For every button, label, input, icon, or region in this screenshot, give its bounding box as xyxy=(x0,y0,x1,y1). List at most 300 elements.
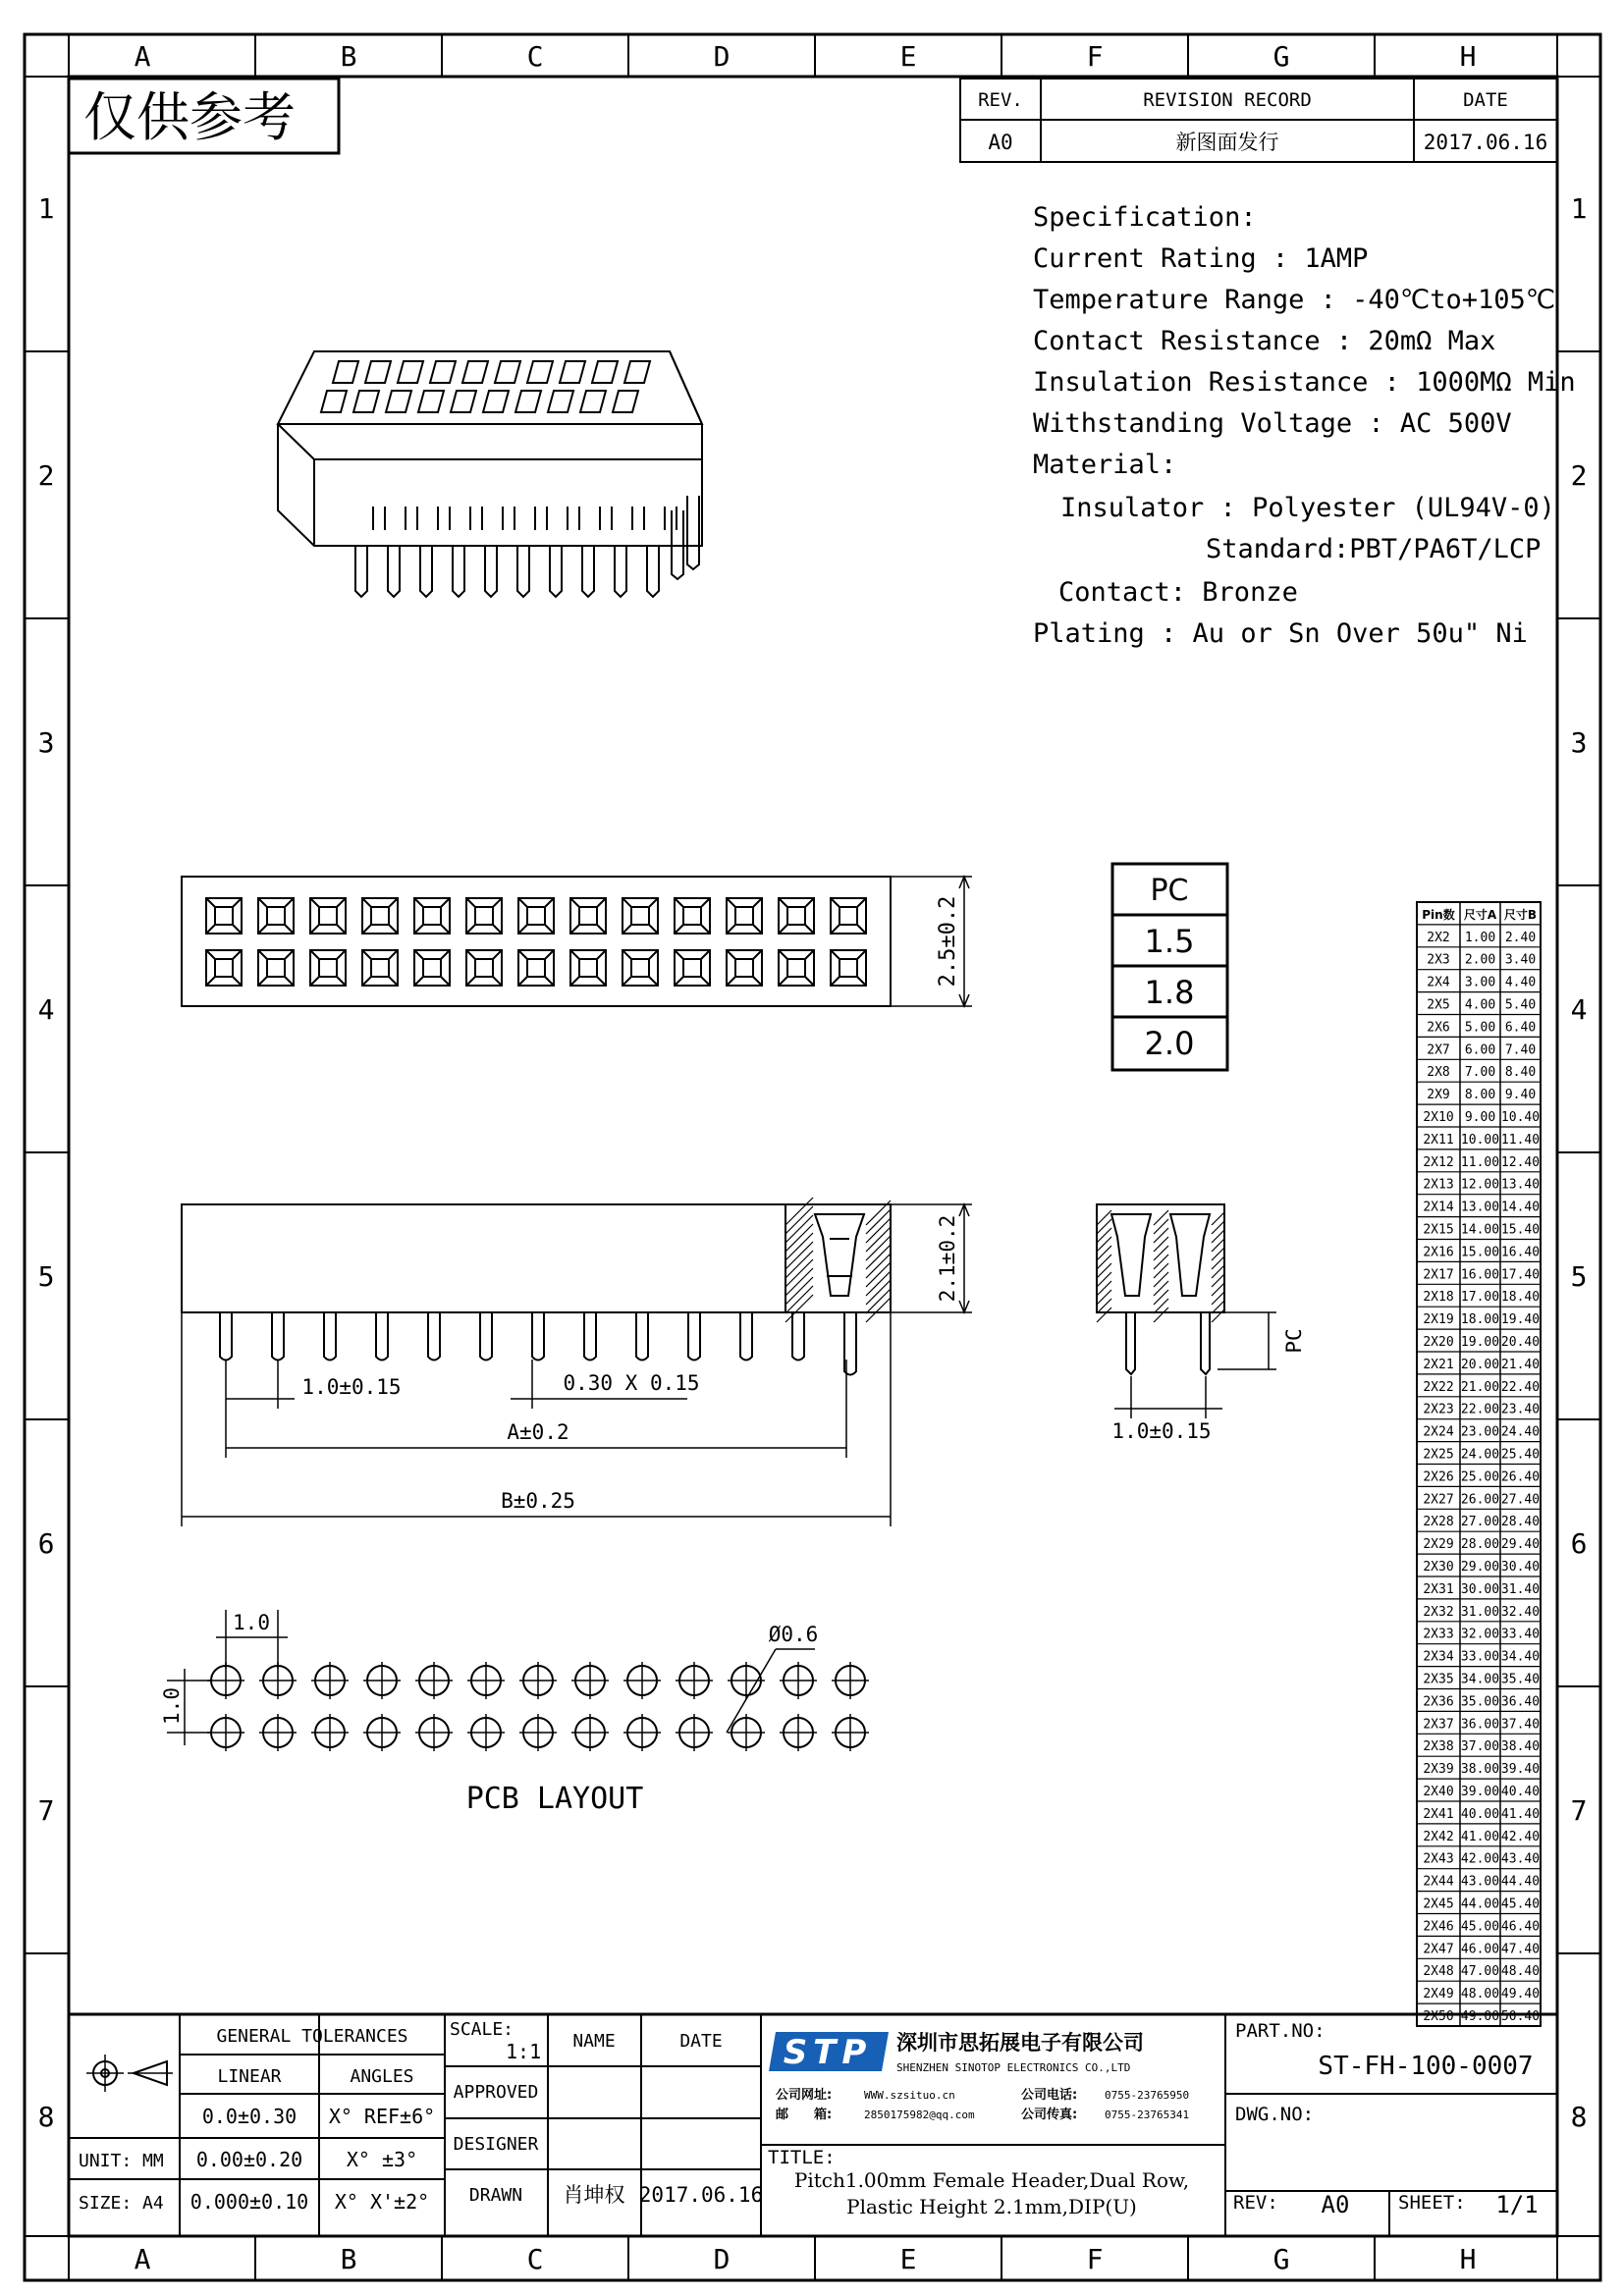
col-label: B xyxy=(340,2243,357,2275)
col-label: H xyxy=(1459,2243,1477,2275)
hatch-line xyxy=(1154,1299,1168,1313)
iso-slot xyxy=(398,361,423,383)
title-line-1: Pitch1.00mm Female Header,Dual Row, xyxy=(793,2168,1190,2192)
pin-table-cell: 5.00 xyxy=(1464,1020,1496,1036)
pin-table-cell: 35.00 xyxy=(1460,1694,1500,1710)
pin-table-cell: 43.40 xyxy=(1500,1851,1541,1867)
iso-pin xyxy=(355,546,367,597)
pin-table-cell: 35.40 xyxy=(1500,1672,1541,1687)
side-height-dim: 2.1±0.2 xyxy=(936,1214,959,1303)
contact-cell-inner xyxy=(215,907,233,925)
pin-table-cell: 28.00 xyxy=(1460,1537,1500,1553)
col-label: F xyxy=(1086,2243,1104,2275)
hatch-line xyxy=(1097,1210,1111,1225)
iso-slot xyxy=(321,391,347,412)
pin-table-cell: 40.40 xyxy=(1500,1785,1541,1799)
iso-pin xyxy=(647,546,659,597)
date-header: DATE xyxy=(1463,89,1508,111)
pin-table-cell: 2X49 xyxy=(1423,1987,1454,2002)
pin-table-cell: 2X7 xyxy=(1427,1042,1450,1058)
date-label: DATE xyxy=(679,2031,723,2052)
pcb-dims xyxy=(160,1611,818,1816)
pin-table-cell: 2X18 xyxy=(1423,1290,1454,1306)
spec-line: Standard:PBT/PA6T/LCP xyxy=(1206,534,1542,564)
side-pin xyxy=(480,1312,492,1361)
pcb-layout xyxy=(167,1610,869,1751)
contact-cell-edge xyxy=(831,898,866,934)
pin-table-cell: 2X20 xyxy=(1423,1335,1454,1350)
contact-cell-inner xyxy=(319,907,337,925)
rev-value: A0 xyxy=(1321,2191,1350,2218)
pin-table-cell: 2X38 xyxy=(1423,1739,1454,1755)
pin-table-cell: 2X21 xyxy=(1423,1357,1454,1372)
pin-table-cell: 49.40 xyxy=(1500,1987,1541,2002)
hole-dim: Ø0.6 xyxy=(768,1623,819,1646)
pin-table-cell: 34.40 xyxy=(1500,1649,1541,1665)
approved-label: APPROVED xyxy=(453,2082,539,2103)
pin-table-cell: 38.00 xyxy=(1460,1762,1500,1778)
name-label: NAME xyxy=(572,2031,616,2052)
pin-table-cell: 19.40 xyxy=(1500,1312,1541,1328)
scale-value: 1:1 xyxy=(506,2040,542,2063)
pin-table-cell: 7.40 xyxy=(1504,1042,1537,1058)
spec-line: Contact: Bronze xyxy=(1058,577,1298,608)
hatch-line xyxy=(1154,1246,1168,1260)
pin-table-cell: 2X45 xyxy=(1423,1896,1454,1912)
title-label: TITLE: xyxy=(768,2147,836,2168)
pc-header: PC xyxy=(1150,874,1189,908)
contact-cell-edge xyxy=(779,898,814,934)
contact-cell-edge xyxy=(362,950,398,986)
title-block-text xyxy=(79,2019,1539,2218)
pc-table-text xyxy=(1145,874,1195,1062)
pin-table-cell: 30.40 xyxy=(1500,1560,1541,1575)
pin-table-cell: 12.00 xyxy=(1460,1177,1500,1193)
iso-slot xyxy=(462,361,488,383)
iso-slot xyxy=(451,391,476,412)
col-label: H xyxy=(1459,40,1477,73)
pin-table-cell: 28.40 xyxy=(1500,1515,1541,1530)
pin-table-cell: 2X22 xyxy=(1423,1379,1454,1395)
pin-table-cell: 18.00 xyxy=(1460,1312,1500,1328)
pin-table-cell: 38.40 xyxy=(1500,1739,1541,1755)
iso-pin-rear xyxy=(438,507,450,530)
pin-table-cell: 2X12 xyxy=(1423,1154,1454,1170)
contact-cell-inner xyxy=(683,959,701,977)
pin-table-cell: 46.40 xyxy=(1500,1919,1541,1935)
hatch-line xyxy=(1097,1308,1111,1322)
website-label: 公司网址: xyxy=(776,2088,833,2103)
pcb-pitch-x: 1.0 xyxy=(233,1611,270,1634)
top-height-dim: 2.5±0.2 xyxy=(936,895,960,988)
row-label: 6 xyxy=(37,1527,55,1560)
revision-record-value: 新图面发行 xyxy=(1175,131,1279,154)
dwg-no-label: DWG.NO: xyxy=(1235,2104,1315,2125)
contact-cell-inner xyxy=(527,959,545,977)
hatch-line xyxy=(1097,1237,1111,1252)
pin-table-cell: 9.40 xyxy=(1504,1088,1537,1103)
contact-cell-edge xyxy=(518,950,554,986)
pin-table-cell: 8.00 xyxy=(1464,1088,1496,1103)
row-label: 1 xyxy=(37,192,55,225)
row-label: 3 xyxy=(37,726,55,759)
contact-cell-edge xyxy=(466,950,502,986)
contact-cell-inner xyxy=(267,907,285,925)
iso-pin-rear xyxy=(600,507,612,530)
pin-table-cell: 23.40 xyxy=(1500,1402,1541,1417)
pin-table-cell: 14.00 xyxy=(1460,1222,1500,1238)
pin-table-cell: 2X17 xyxy=(1423,1267,1454,1283)
iso-pin-rear xyxy=(535,507,547,530)
contact-cell-edge xyxy=(466,898,502,934)
pin-table-cell: 39.00 xyxy=(1460,1785,1500,1799)
pin-table-cell: 22.00 xyxy=(1460,1402,1500,1417)
spec-line: Insulation Resistance : 1000MΩ Min xyxy=(1033,367,1576,398)
pin-table-cell: 24.00 xyxy=(1460,1447,1500,1463)
pin-table-cell: 4.40 xyxy=(1504,975,1537,990)
contact-cell-inner xyxy=(631,907,649,925)
spec-line: Temperature Range : -40℃to+105℃ xyxy=(1033,285,1556,315)
iso-pin xyxy=(687,496,699,569)
contact-cell-edge xyxy=(570,898,606,934)
scale-label: SCALE: xyxy=(450,2019,514,2040)
title-line-2: Plastic Height 2.1mm,DIP(U) xyxy=(846,2195,1137,2218)
pin-table-cell: 18.40 xyxy=(1500,1290,1541,1306)
pin-table-cell: 8.40 xyxy=(1504,1065,1537,1081)
pin-table-cell: 44.40 xyxy=(1500,1874,1541,1890)
iso-slot xyxy=(624,361,650,383)
iso-slot xyxy=(495,361,520,383)
pin-table-cell: 27.40 xyxy=(1500,1492,1541,1508)
pin-table-cell: 17.00 xyxy=(1460,1290,1500,1306)
contact-cell-inner xyxy=(631,959,649,977)
pin-table-cell: 2X32 xyxy=(1423,1604,1454,1620)
pin-table xyxy=(1417,902,1541,2026)
drawn-label: DRAWN xyxy=(468,2185,523,2206)
pin-table-cell: 2X8 xyxy=(1427,1065,1450,1081)
pin-table-cell: 27.00 xyxy=(1460,1515,1500,1530)
side-pin xyxy=(740,1312,752,1361)
contact-cell-edge xyxy=(623,898,658,934)
pin-table-cell: 2X39 xyxy=(1423,1762,1454,1778)
pin-table-cell: 10.40 xyxy=(1500,1110,1541,1125)
pin-table-cell: 4.00 xyxy=(1464,997,1496,1013)
contact-cell-inner xyxy=(423,959,441,977)
phone-label: 公司电话: xyxy=(1021,2088,1078,2103)
contact-cell-inner xyxy=(319,959,337,977)
company-name-cn: 深圳市思拓展电子有限公司 xyxy=(896,2031,1144,2055)
revision-date-value: 2017.06.16 xyxy=(1423,131,1548,154)
pitch-dim: 1.0±0.15 xyxy=(301,1375,402,1399)
pin-table-cell: 6.00 xyxy=(1464,1042,1496,1058)
row-label: 2 xyxy=(37,459,55,492)
pin-table-cell: 45.00 xyxy=(1460,1919,1500,1935)
pin-table-cell: 44.00 xyxy=(1460,1896,1500,1912)
pin-table-cell: 42.00 xyxy=(1460,1851,1500,1867)
rev-label: REV: xyxy=(1233,2192,1278,2214)
pin-table-cell: 36.40 xyxy=(1500,1694,1541,1710)
pin-table-cell: 2X47 xyxy=(1423,1942,1454,1957)
pin-table-cell: 42.40 xyxy=(1500,1829,1541,1844)
pin-table-cell: 24.40 xyxy=(1500,1424,1541,1440)
tol-angle: X° ±3° xyxy=(346,2148,418,2171)
pin-table-cell: 2X33 xyxy=(1423,1627,1454,1642)
contact-cell-edge xyxy=(675,898,710,934)
contact-cell-edge xyxy=(570,950,606,986)
col-label: D xyxy=(713,2243,731,2275)
contact-cell-edge xyxy=(206,898,242,934)
hatch-line xyxy=(1154,1263,1168,1278)
pin-table-cell: 16.00 xyxy=(1460,1267,1500,1283)
pc-value: 1.5 xyxy=(1144,923,1195,960)
pin-table-cell: 32.00 xyxy=(1460,1627,1500,1642)
side-pin xyxy=(220,1312,232,1361)
hatch-line xyxy=(1097,1290,1111,1305)
spec-line: Insulator : Polyester (UL94V-0) xyxy=(1060,493,1555,523)
sheet-label: SHEET: xyxy=(1398,2192,1466,2214)
pin-table-cell: 22.40 xyxy=(1500,1379,1541,1395)
contact-cell-edge xyxy=(362,898,398,934)
spec-line: Withstanding Voltage : AC 500V xyxy=(1033,408,1512,439)
website: WWW.szsituo.cn xyxy=(864,2089,955,2102)
hatch-line xyxy=(1154,1237,1168,1252)
pin-table-cell: 11.40 xyxy=(1500,1132,1541,1148)
reference-stamp: 仅供参考 xyxy=(83,86,296,148)
pin-size-dim: 0.30 X 0.15 xyxy=(563,1371,700,1395)
hatch-line xyxy=(1154,1281,1168,1296)
iso-slot xyxy=(560,361,585,383)
pin-table-cell: 2X6 xyxy=(1427,1020,1450,1036)
hatch-line xyxy=(1154,1210,1168,1225)
col-label: A xyxy=(134,2243,151,2275)
col-label: A xyxy=(134,40,151,73)
col-label: E xyxy=(899,2243,917,2275)
angles-label: ANGLES xyxy=(350,2066,414,2087)
pin-table-cell: 1.00 xyxy=(1464,930,1496,945)
pin-table-cell: 31.00 xyxy=(1460,1604,1500,1620)
pin-table-header: Pin数 xyxy=(1422,907,1455,922)
spec-line: Plating : Au or Sn Over 50u" Ni xyxy=(1033,618,1528,649)
pin-table-cell: 2X23 xyxy=(1423,1402,1454,1417)
side-view-dims xyxy=(301,1215,959,1513)
specification xyxy=(1033,202,1576,649)
iso-slot xyxy=(527,361,553,383)
linear-label: LINEAR xyxy=(217,2066,282,2087)
pin-table-cell: 13.40 xyxy=(1500,1177,1541,1193)
hatch-line xyxy=(1154,1255,1168,1269)
pin-table-cell: 48.00 xyxy=(1460,1987,1500,2002)
pin-table-cell: 2X15 xyxy=(1423,1222,1454,1238)
pin-table-cell: 2X44 xyxy=(1423,1874,1454,1890)
iso-pin xyxy=(550,546,562,597)
pin-table-cell: 2X10 xyxy=(1423,1110,1454,1125)
revision-record-header: REVISION RECORD xyxy=(1143,89,1312,111)
pc-value: 1.8 xyxy=(1144,974,1195,1011)
pin-table-cell: 37.40 xyxy=(1500,1717,1541,1733)
pin-table-cell: 2X3 xyxy=(1427,952,1450,968)
pin-table-cell: 12.40 xyxy=(1500,1154,1541,1170)
contact-cell-edge xyxy=(310,898,346,934)
contact-cell-inner xyxy=(839,959,857,977)
iso-pin-rear xyxy=(503,507,514,530)
pin-table-cell: 2X9 xyxy=(1427,1088,1450,1103)
hatch-line xyxy=(1097,1219,1111,1234)
contact-cell-edge xyxy=(206,950,242,986)
tol-angle: X° REF±6° xyxy=(328,2105,436,2128)
iso-pin xyxy=(615,546,626,597)
contact-cell-inner xyxy=(475,907,493,925)
dim-a: A±0.2 xyxy=(507,1420,569,1444)
pin-table-cell: 2X5 xyxy=(1427,997,1450,1013)
iso-pin-rear xyxy=(373,507,385,530)
tol-angle: X° X'±2° xyxy=(334,2190,430,2214)
col-label: C xyxy=(526,2243,544,2275)
pin-table-cell: 5.40 xyxy=(1504,997,1537,1013)
pin-table-cell: 20.40 xyxy=(1500,1335,1541,1350)
pin-table-cell: 50.40 xyxy=(1500,2009,1541,2024)
hatch-line xyxy=(1097,1246,1111,1260)
hatch-line xyxy=(1097,1281,1111,1296)
side-pin xyxy=(428,1312,440,1361)
contact-cell-inner xyxy=(683,907,701,925)
pin-table-cell: 41.00 xyxy=(1460,1829,1500,1844)
rev-header: REV. xyxy=(978,89,1023,111)
pin-table-cell: 49.00 xyxy=(1460,2009,1500,2024)
iso-pin-rear xyxy=(632,507,644,530)
col-label: F xyxy=(1086,40,1104,73)
general-tolerances: GENERAL TOLERANCES xyxy=(216,2026,408,2047)
pin-table-cell: 2X50 xyxy=(1423,2009,1454,2024)
col-label: E xyxy=(899,40,917,73)
drawn-date: 2017.06.16 xyxy=(638,2183,764,2207)
pin-table-cell: 2X28 xyxy=(1423,1515,1454,1530)
row-label: 3 xyxy=(1570,726,1588,759)
pin-table-cell: 36.00 xyxy=(1460,1717,1500,1733)
contact-cell-inner xyxy=(579,907,597,925)
size-label: SIZE: A4 xyxy=(79,2193,164,2214)
sheet-value: 1/1 xyxy=(1495,2191,1539,2218)
pcb-layout-label: PCB LAYOUT xyxy=(465,1782,644,1816)
col-label: C xyxy=(526,40,544,73)
side-pin xyxy=(376,1312,388,1361)
iso-pin xyxy=(485,546,497,597)
col-label: G xyxy=(1272,40,1290,73)
hatch-line xyxy=(1097,1255,1111,1269)
company-logo-mark: STP xyxy=(783,2033,873,2072)
rev-value: A0 xyxy=(988,131,1013,154)
pin-table-cell: 2X27 xyxy=(1423,1492,1454,1508)
tol-linear: 0.00±0.20 xyxy=(195,2148,303,2171)
end-view xyxy=(1097,1204,1276,1418)
pin-table-cell: 2X2 xyxy=(1427,930,1450,945)
pin-table-cell: 2X11 xyxy=(1423,1132,1454,1148)
iso-slot xyxy=(592,361,618,383)
contact-cell-inner xyxy=(267,959,285,977)
part-no: ST-FH-100-0007 xyxy=(1318,2052,1534,2081)
hatch-line xyxy=(1154,1290,1168,1305)
pin-table-cell: 40.00 xyxy=(1460,1806,1500,1822)
contact-cell-edge xyxy=(414,950,450,986)
row-label: 8 xyxy=(1570,2101,1588,2133)
contact-cell-inner xyxy=(787,959,805,977)
pin-table-cell: 47.40 xyxy=(1500,1942,1541,1957)
side-pin xyxy=(688,1312,700,1361)
pin-table-cell: 14.40 xyxy=(1500,1200,1541,1215)
isometric-view xyxy=(278,351,702,597)
company-logo xyxy=(769,2032,889,2072)
iso-slot xyxy=(353,391,379,412)
hatch-line xyxy=(1097,1299,1111,1313)
row-label: 1 xyxy=(1570,192,1588,225)
pin-table-cell: 20.00 xyxy=(1460,1357,1500,1372)
email-label: 邮 箱: xyxy=(776,2108,833,2122)
iso-slot xyxy=(580,391,606,412)
contact-cell-edge xyxy=(727,898,762,934)
side-pin xyxy=(792,1312,804,1361)
contact-cell-inner xyxy=(787,907,805,925)
pin-table-cell: 2X46 xyxy=(1423,1919,1454,1935)
dim-b: B±0.25 xyxy=(501,1489,575,1513)
pin-table-cell: 25.40 xyxy=(1500,1447,1541,1463)
pin-table-cell: 2.00 xyxy=(1464,952,1496,968)
iso-pin xyxy=(453,546,464,597)
row-label: 8 xyxy=(37,2101,55,2133)
pin-table-cell: 2.40 xyxy=(1504,930,1537,945)
pin-table-cell: 21.00 xyxy=(1460,1379,1500,1395)
pin-table-cell: 2X31 xyxy=(1423,1581,1454,1597)
contact-cell-edge xyxy=(623,950,658,986)
pin-table-cell: 2X13 xyxy=(1423,1177,1454,1193)
contact-cell-inner xyxy=(579,959,597,977)
fax-label: 公司传真: xyxy=(1021,2108,1078,2122)
hatch-line xyxy=(1154,1272,1168,1287)
side-pin xyxy=(532,1312,544,1361)
pin-table-cell: 33.40 xyxy=(1500,1627,1541,1642)
row-label: 5 xyxy=(37,1260,55,1293)
iso-pin xyxy=(517,546,529,597)
side-pin xyxy=(636,1312,648,1361)
pin-table-cell: 46.00 xyxy=(1460,1942,1500,1957)
iso-pin xyxy=(420,546,432,597)
iso-pin-rear xyxy=(406,507,417,530)
col-label: B xyxy=(340,40,357,73)
pin-table-cell: 2X19 xyxy=(1423,1312,1454,1328)
pc-dim: PC xyxy=(1282,1328,1306,1354)
side-pin xyxy=(584,1312,596,1361)
contact-cell-inner xyxy=(371,959,389,977)
pin-table-cell: 2X25 xyxy=(1423,1447,1454,1463)
pin-table-cell: 9.00 xyxy=(1464,1110,1496,1125)
contact-cell-inner xyxy=(215,959,233,977)
row-label: 6 xyxy=(1570,1527,1588,1560)
hatch-line xyxy=(1154,1228,1168,1243)
pin-table-cell: 30.00 xyxy=(1460,1581,1500,1597)
pin-table-cell: 2X43 xyxy=(1423,1851,1454,1867)
contact-cell-edge xyxy=(518,898,554,934)
contact-cell-edge xyxy=(258,898,294,934)
pcb-pitch-y: 1.0 xyxy=(160,1687,184,1725)
pin-table-cell: 2X4 xyxy=(1427,975,1450,990)
pin-table-cell: 32.40 xyxy=(1500,1604,1541,1620)
pin-table-cell: 11.00 xyxy=(1460,1154,1500,1170)
iso-slot xyxy=(613,391,638,412)
contact-cell-inner xyxy=(735,959,753,977)
pin-table-cell: 3.40 xyxy=(1504,952,1537,968)
pin-table-cell: 16.40 xyxy=(1500,1245,1541,1260)
iso-pin xyxy=(388,546,400,597)
pin-table-cell: 34.00 xyxy=(1460,1672,1500,1687)
pin-table-cell: 2X37 xyxy=(1423,1717,1454,1733)
